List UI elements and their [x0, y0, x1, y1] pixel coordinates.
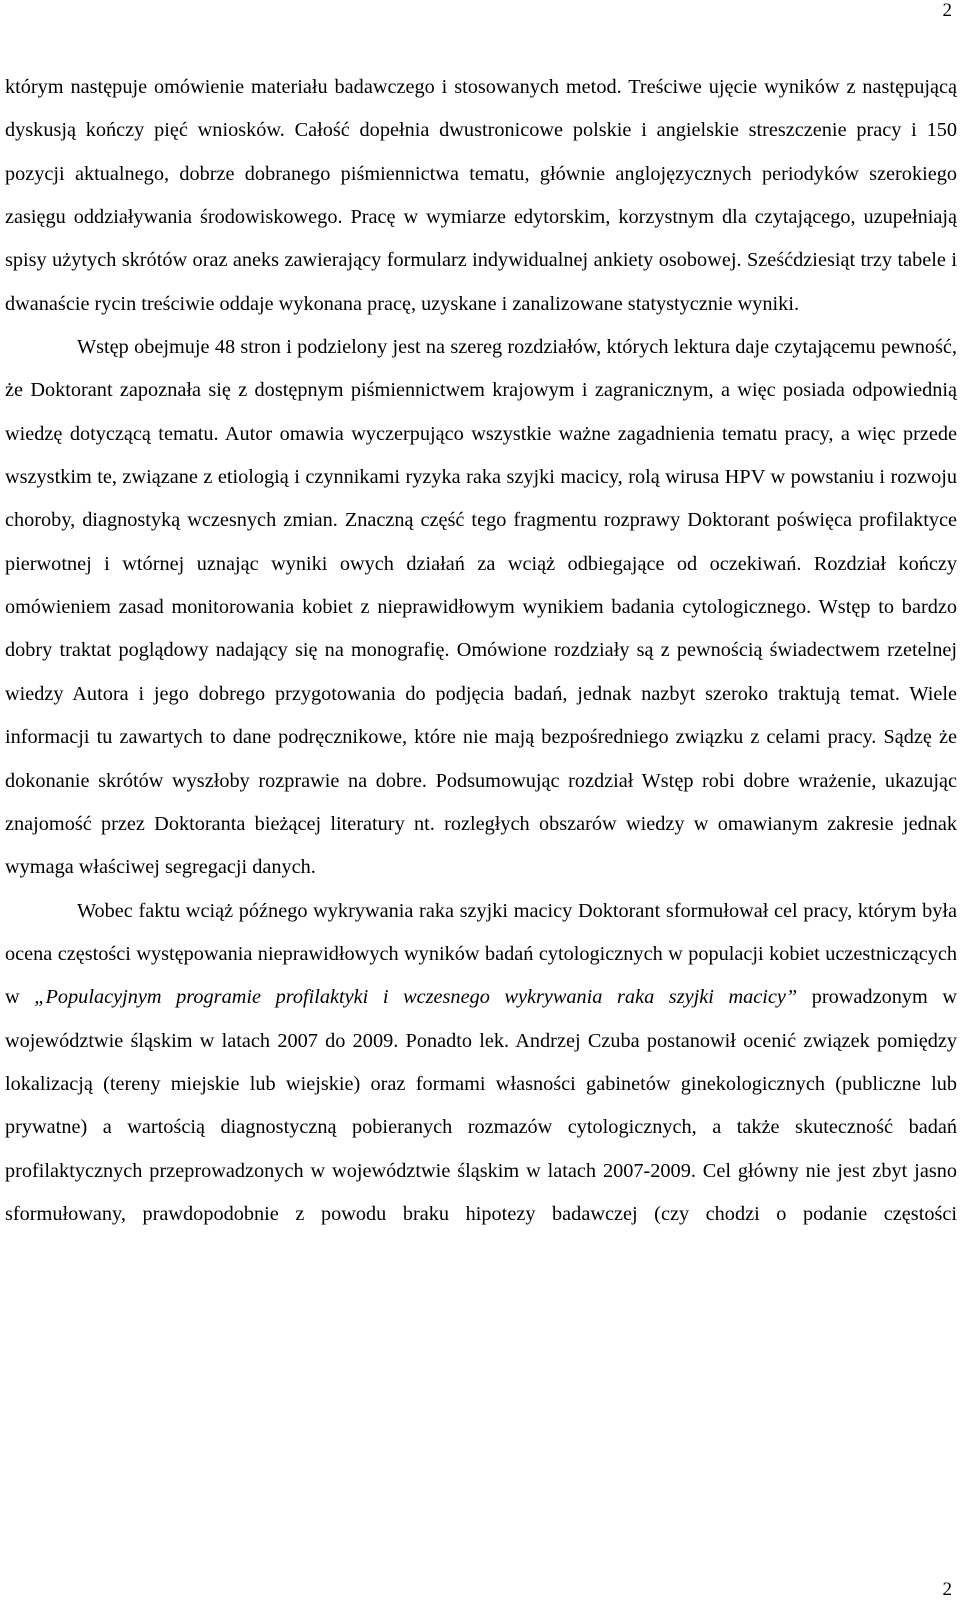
paragraph-3-text-before: Wobec faktu wciąż późnego wykrywania raka szyjki macicy Doktorant sformułował cel pracy, którym była ocena częstości występowania nieprawidłowych wyników badań cytologicznych w populacji kobiet uczestniczących w: [5, 899, 957, 1009]
document-body: [5, 66, 957, 1236]
page-number-bottom: 2: [942, 1579, 952, 1600]
programme-title: „Populacyjnym programie profilaktyki i wczesnego wykrywania raka szyjki macicy”: [34, 986, 798, 1009]
paragraph-2: Wstęp obejmuje 48 stron i podzielony jest na szereg rozdziałów, których lektura daje czytającemu pewność, że Doktorant zapoznała się z dostępnym piśmiennictwem krajowym i zagranicznym, a więc posiada odpowiednią wiedzę dotyczącą tematu. Autor omawia wyczerpująco wszystkie ważne zagadnienia tematu pracy, a więc przede wszystkim te, związane z etiologią i czynnikami ryzyka raka szyjki macicy, rolą wirusa HPV w powstaniu i rozwoju choroby, diagnostyką wczesnych zmian. Znaczną część tego fragmentu rozprawy Doktorant poświęca profilaktyce pierwotnej i wtórnej uznając wyniki owych działań za wciąż odbiegające od oczekiwań. Rozdział kończy omówieniem zasad monitorowania kobiet z nieprawidłowym wynikiem badania cytologicznego. Wstęp to bardzo dobry traktat poglądowy nadający się na monografię. Omówione rozdziały są z pewnością świadectwem rzetelnej wiedzy Autora i jego dobrego przygotowania do podjęcia badań, jednak nazbyt szeroko traktują temat. Wiele informacji tu zawartych to dane podręcznikowe, które nie mają bezpośredniego związku z celami pracy. Sądzę że dokonanie skrótów wyszłoby rozprawie na dobre. Podsumowując rozdział Wstęp robi dobre wrażenie, ukazując znajomość przez Doktoranta bieżącej literatury nt. rozległych obszarów wiedzy w omawianym zakresie jednak wymaga właściwej segregacji danych.: [5, 336, 957, 879]
paragraph-3: [5, 890, 957, 1237]
paragraph-1: którym następuje omówienie materiału badawczego i stosowanych metod. Treściwe ujęcie wyników z następującą dyskusją kończy pięć wniosków. Całość dopełnia dwustronicowe polskie i angielskie streszczenie pracy i 150 pozycji aktualnego, dobrze dobranego piśmiennictwa tematu, głównie anglojęzycznych periodyków szerokiego zasięgu oddziaływania środowiskowego. Pracę w wymiarze edytorskim, korzystnym dla czytającego, uzupełniają spisy użytych skrótów oraz aneks zawierający formularz indywidualnej ankiety osobowej. Sześćdziesiąt trzy tabele i dwanaście rycin treściwie oddaje wykonana pracę, uzyskane i zanalizowane statystycznie wyniki.: [5, 76, 957, 315]
page-number-top: 2: [942, 0, 952, 21]
paragraph-3-text-after: prowadzonym w województwie śląskim w latach 2007 do 2009. Ponadto lek. Andrzej Czuba postanowił ocenić związek pomiędzy lokalizacją (tereny miejskie lub wiejskie) oraz formami własności gabinetów ginekologicznych (publiczne lub prywatne) a wartością diagnostyczną pobieranych rozmazów cytologicznych, a także skuteczność badań profilaktycznych przeprowadzonych w województwie śląskim w latach 2007-2009. Cel główny nie jest zbyt jasno sformułowany, prawdopodobnie z powodu braku hipotezy badawczej (czy chodzi o podanie częstości: [5, 986, 957, 1225]
